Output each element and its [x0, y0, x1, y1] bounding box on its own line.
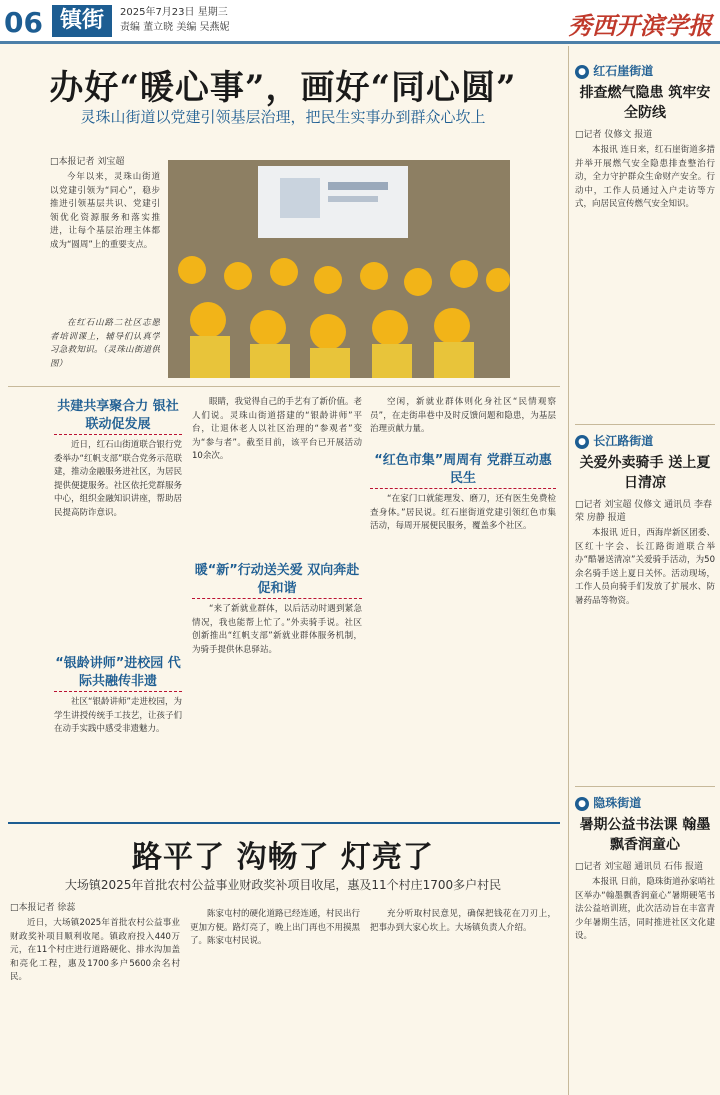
lead-column-3	[370, 396, 556, 793]
sidebar	[568, 46, 720, 1095]
photo-illustration	[168, 160, 510, 378]
sidebar-byline-1: □记者 仪修文 报道	[575, 130, 653, 140]
bank-community-paragraph: 近日，红石山街道联合银行党委举办“红帆支部”联合党务示范联建，推动金融服务进社区，为居民提供便捷服务。社区依托党群服务中心，组织金融知识讲座，帮助居民提高防诈意识。	[54, 440, 182, 518]
sidebar-tag-3	[575, 794, 715, 811]
col2-paragraph: 眼睛，我觉得自己的手艺有了新价值。老人们说。灵珠山街道搭建的“银龄讲师”平台，让退休老人以社区治理的“参观者”变为“参与者”。截至目前，该平台已开展活动10余次。	[192, 397, 362, 461]
issue-date: 2025年7月23日 星期三	[120, 7, 228, 18]
lead-column-2	[192, 396, 362, 803]
header-meta	[120, 5, 230, 35]
col3-paragraph: 空闲，新就业群体则化身社区“民情观察员”，在走街串巷中及时反馈问题和隐患，为基层治理贡献力量。	[370, 397, 556, 434]
subhead-silver-lecturer: “银龄讲师”进校园 代际共融传非遗	[54, 655, 182, 692]
second-column-3	[370, 908, 556, 1088]
sidebar-paragraph-2: 本报讯 近日，西海岸新区团委、区红十字会、长江路街道联合举办“酷暑送清凉”关爱骑手活动，为50余名骑手送上夏日关怀。活动现场，工作人员向骑手们发放了扩展水、防暑药品等物资。	[575, 528, 715, 606]
sidebar-byline-3: □记者 刘宝超 通讯员 石伟 报道	[575, 862, 703, 872]
sidebar-article-3	[575, 794, 715, 1095]
silver-lecturer-paragraph: 社区“银龄讲师”走进校园，为学生讲授传统手工技艺，让孩子们在动手实践中感受非遗魅力。	[54, 697, 182, 734]
page-number: 06	[4, 6, 43, 39]
section-divider	[8, 822, 560, 824]
main-column	[0, 46, 565, 1095]
new-worker-text	[192, 603, 362, 803]
lead-divider	[8, 386, 560, 387]
lead-column-1	[54, 392, 182, 796]
sidebar-article-1	[575, 62, 715, 384]
sidebar-byline-2: □记者 刘宝超 仪修文 通讯员 李春荣 房静 报道	[575, 500, 712, 523]
second-col2-text	[190, 908, 360, 1088]
sidebar-paragraph-3: 本报讯 日前，隐珠街道孙家哨社区举办“翰墨飘香润童心”暑期硬笔书法公益培训班，此次活动旨在丰富青少年暑期生活，同时推进社区文化建设。	[575, 877, 715, 941]
second-title: 路平了 沟畅了 灯亮了	[132, 840, 434, 875]
second-byline: □本报记者 徐蕊	[10, 903, 76, 913]
second-col1-paragraph: 近日，大场镇2025年首批农村公益事业财政奖补项目顺利收尾。镇政府投入440万元，在11个村庄进行道路硬化、排水沟加盖和亮化工程，惠及1700多户5600余名村民。	[10, 918, 180, 982]
lead-title: 办好“暖心事”，画好“同心圆”	[49, 68, 517, 108]
sidebar-title-3: 暑期公益书法课 翰墨飘香润童心	[579, 817, 711, 853]
subhead-new-worker-care: 暖“新”行动送关爱 双向奔赴促和谐	[192, 562, 362, 599]
second-column-1	[10, 896, 180, 1095]
newspaper-brand: 秀西开滨学报	[568, 11, 712, 40]
location-pin-icon: ●	[575, 797, 589, 811]
lead-intro-block	[50, 150, 160, 367]
col2-text	[192, 396, 362, 556]
second-col3-text	[370, 908, 556, 1088]
red-market-paragraph: “在家门口就能理发、磨刀，还有医生免费检查身体。”居民说。红石崖街道党建引领红色市集活动，每周开展便民服务，覆盖多个社区。	[370, 494, 556, 531]
location-pin-icon: ●	[575, 65, 589, 79]
sidebar-tag-1-label: 红石崖街道	[593, 64, 654, 78]
lead-byline: □本报记者 刘宝超	[50, 157, 125, 167]
sidebar-divider-1	[575, 424, 715, 425]
sidebar-tag-1	[575, 62, 715, 79]
second-col1-text	[10, 917, 180, 1095]
second-column-2	[190, 908, 360, 1088]
subhead-red-market: “红色市集”周周有 党群互动惠民生	[370, 452, 556, 489]
training-photo	[168, 160, 510, 378]
sidebar-tag-2	[575, 432, 715, 449]
lead-subtitle: 灵珠山街道以党建引领基层治理，把民生实事办到群众心坎上	[80, 108, 486, 126]
red-market-text	[370, 493, 556, 793]
subhead-bank-community: 共建共享聚合力 银社联动促发展	[54, 398, 182, 435]
photo-caption	[50, 317, 160, 367]
lead-intro-paragraph: 今年以来，灵珠山街道以党建引领为“同心”，稳步推进引领基层共识、党建引领优化资源服务和落实推进，让每个基层治理主体都成为“圆周”上的重要支点。	[50, 172, 160, 250]
second-col2-paragraph: 陈家屯村的硬化道路已经连通，村民出行更加方便。路灯亮了，晚上出门再也不用摸黑了。陈家屯村民说。	[190, 909, 360, 946]
sidebar-title-2: 关爱外卖骑手 送上夏日清凉	[579, 455, 711, 491]
sidebar-text-3	[575, 876, 715, 1095]
sidebar-text-1	[575, 144, 715, 384]
location-pin-icon: ●	[575, 435, 589, 449]
page-header	[0, 0, 720, 44]
sidebar-paragraph-1: 本报讯 连日来，红石崖街道多措并举开展燃气安全隐患排查整治行动，全力守护群众生命财产安全。行动中，工作人员通过入户走访等方式，向居民宣传燃气安全知识。	[575, 145, 715, 209]
editors-line: 责编 董立晓 美编 吴燕妮	[120, 22, 230, 33]
section-label: 镇街	[52, 5, 112, 37]
new-worker-paragraph: “来了新就业群体，以后活动时遇到紧急情况，我也能帮上忙了。”外卖骑手说。社区创新推出“红帆支部”新就业群体服务机制，为骑手提供休息驿站。	[192, 604, 362, 655]
lead-intro-text	[50, 171, 160, 311]
second-col3-paragraph: 充分听取村民意见，确保把钱花在刀刃上，把事办到大家心坎上。大场镇负责人介绍。	[370, 909, 556, 933]
sidebar-tag-3-label: 隐珠街道	[593, 796, 642, 810]
bank-community-text	[54, 439, 182, 649]
sidebar-tag-2-label: 长江路街道	[593, 434, 654, 448]
second-subtitle: 大场镇2025年首批农村公益事业财政奖补项目收尾，惠及11个村庄1700多户村民	[64, 878, 502, 892]
photo-caption-text: 在红石山路二社区志愿者培训课上，辅导们认真学习急救知识。（灵珠山街道供图）	[50, 318, 160, 367]
sidebar-title-1: 排查燃气隐患 筑牢安全防线	[579, 85, 711, 121]
sidebar-article-2	[575, 432, 715, 767]
silver-lecturer-text	[54, 696, 182, 796]
sidebar-text-2	[575, 527, 715, 767]
sidebar-divider-2	[575, 786, 715, 787]
col3-text	[370, 396, 556, 446]
